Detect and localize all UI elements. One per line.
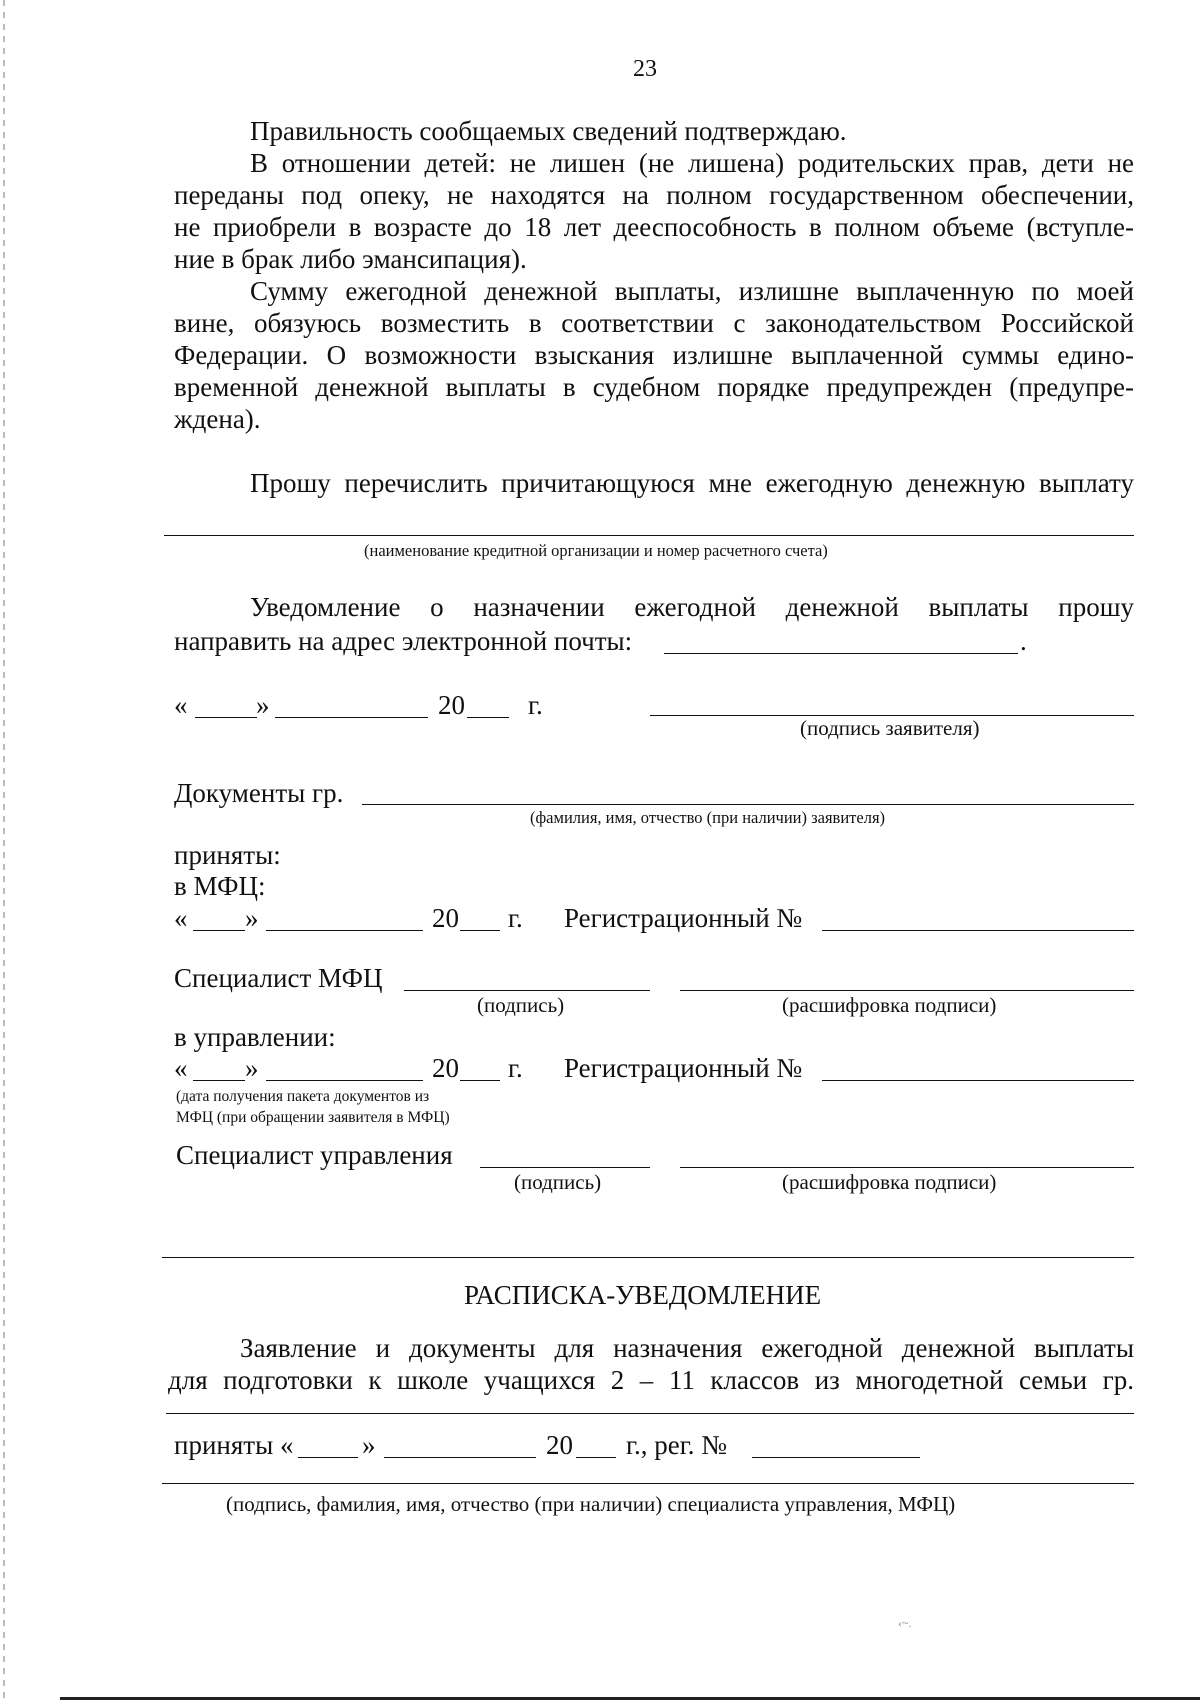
date-year-field[interactable] (467, 717, 509, 718)
office-date-open-quote: « (174, 1053, 188, 1083)
receipt-reg-label: г., рег. № (626, 1430, 728, 1460)
confirm-text: Правильность сообщаемых сведений подтверждаю. (250, 116, 847, 146)
office-specialist-signature-field[interactable] (480, 1167, 650, 1168)
office-date-day-field[interactable] (193, 1080, 245, 1081)
children-line-4: ние в брак либо эмансипация). (174, 244, 527, 274)
receipt-close-quote: » (362, 1430, 376, 1460)
date-close-quote: » (256, 690, 270, 720)
office-date-year-field[interactable] (460, 1080, 500, 1081)
office-specialist-decode-field[interactable] (680, 1167, 1134, 1168)
receipt-specialist-caption: (подпись, фамилия, имя, отчество (при наличии) специалиста управления, МФЦ) (226, 1492, 956, 1516)
receipt-line-2: для подготовки к школе учащихся 2 – 11 классов из многодетной семьи гр. (168, 1365, 1134, 1395)
refund-line-2: вине, обязуюсь возместить в соответствии с законодательством Российской (174, 308, 1134, 338)
bank-account-line[interactable] (164, 535, 1134, 536)
email-field[interactable] (664, 653, 1018, 654)
receipt-year-field[interactable] (576, 1457, 616, 1458)
office-sign-caption: (подпись) (514, 1170, 602, 1194)
refund-line-5: ждена). (174, 404, 261, 434)
transfer-request: Прошу перечислить причитающуюся мне ежегодную денежную выплату (250, 468, 1134, 498)
mfc-date-year-field[interactable] (460, 930, 500, 931)
receipt-title: РАСПИСКА-УВЕДОМЛЕНИЕ (464, 1280, 822, 1310)
bank-caption: (наименование кредитной организации и номер расчетного счета) (364, 541, 828, 560)
office-reg-label: Регистрационный № (564, 1053, 803, 1083)
office-reg-number-field[interactable] (822, 1080, 1134, 1081)
package-caption-line-1: (дата получения пакета документов из (176, 1088, 430, 1105)
applicant-name-caption: (фамилия, имя, отчество (при наличии) заявителя) (530, 808, 886, 827)
mfc-specialist-label: Специалист МФЦ (174, 963, 383, 993)
receipt-family-name-field[interactable] (166, 1413, 1134, 1414)
office-label: в управлении: (174, 1022, 336, 1052)
office-specialist-label: Специалист управления (176, 1140, 453, 1170)
mfc-date-year-suffix: г. (508, 903, 523, 933)
date-year-prefix: 20 (438, 690, 465, 720)
date-open-quote: « (174, 690, 188, 720)
mfc-date-open-quote: « (174, 903, 188, 933)
receipt-reg-number-field[interactable] (752, 1457, 920, 1458)
date-year-suffix: г. (528, 690, 543, 720)
office-decode-caption: (расшифровка подписи) (782, 1170, 997, 1194)
mfc-date-month-field[interactable] (266, 930, 423, 931)
refund-line-1: Сумму ежегодной денежной выплаты, излишне выплаченную по моей (250, 276, 1134, 306)
date-day-field[interactable] (195, 717, 257, 718)
email-line-2: направить на адрес электронной почты: (174, 626, 633, 656)
office-date-month-field[interactable] (266, 1080, 423, 1081)
documents-label: Документы гр. (174, 778, 344, 808)
date-month-field[interactable] (275, 717, 428, 718)
receipt-year-prefix: 20 (546, 1430, 573, 1460)
accepted-label: приняты: (174, 840, 281, 870)
office-date-year-suffix: г. (508, 1053, 523, 1083)
email-end: . (1020, 626, 1027, 656)
receipt-line-1: Заявление и документы для назначения ежегодной денежной выплаты (240, 1333, 1134, 1363)
mfc-reg-label: Регистрационный № (564, 903, 803, 933)
receipt-month-field[interactable] (384, 1457, 536, 1458)
mfc-reg-number-field[interactable] (822, 930, 1134, 931)
refund-line-4: временной денежной выплаты в судебном порядке предупрежден (предупре- (174, 372, 1134, 402)
scan-edge-bottom (60, 1697, 1200, 1700)
mfc-decode-caption: (расшифровка подписи) (782, 993, 997, 1017)
mfc-date-year-prefix: 20 (432, 903, 459, 933)
children-line-1: В отношении детей: не лишен (не лишена) родительских прав, дети не (250, 148, 1134, 178)
mfc-label: в МФЦ: (174, 871, 266, 901)
receipt-separator (162, 1257, 1134, 1258)
children-line-3: не приобрели в возрасте до 18 лет дееспособность в полном объеме (вступле- (174, 212, 1134, 242)
office-date-close-quote: » (245, 1053, 259, 1083)
mfc-specialist-decode-field[interactable] (680, 990, 1134, 991)
applicant-name-field[interactable] (362, 804, 1134, 805)
email-line-1: Уведомление о назначении ежегодной денежной выплаты прошу (250, 592, 1134, 622)
mfc-date-day-field[interactable] (193, 930, 245, 931)
mfc-date-close-quote: » (245, 903, 259, 933)
page-number: 23 (633, 56, 657, 82)
office-date-year-prefix: 20 (432, 1053, 459, 1083)
receipt-day-field[interactable] (298, 1457, 358, 1458)
applicant-signature-caption: (подпись заявителя) (800, 716, 980, 740)
refund-line-3: Федерации. О возможности взыскания излишне выплаченной суммы едино- (174, 340, 1134, 370)
children-line-2: переданы под опеку, не находятся на полном государственном обеспечении, (174, 180, 1134, 210)
mfc-sign-caption: (подпись) (477, 993, 565, 1017)
scan-edge-left (3, 0, 5, 1704)
scan-mark: ‹~. (898, 1616, 912, 1630)
package-caption-line-2: МФЦ (при обращении заявителя в МФЦ) (176, 1109, 450, 1126)
mfc-specialist-signature-field[interactable] (404, 990, 650, 991)
receipt-accepted-prefix: приняты « (174, 1430, 294, 1460)
receipt-specialist-field[interactable] (162, 1483, 1134, 1484)
